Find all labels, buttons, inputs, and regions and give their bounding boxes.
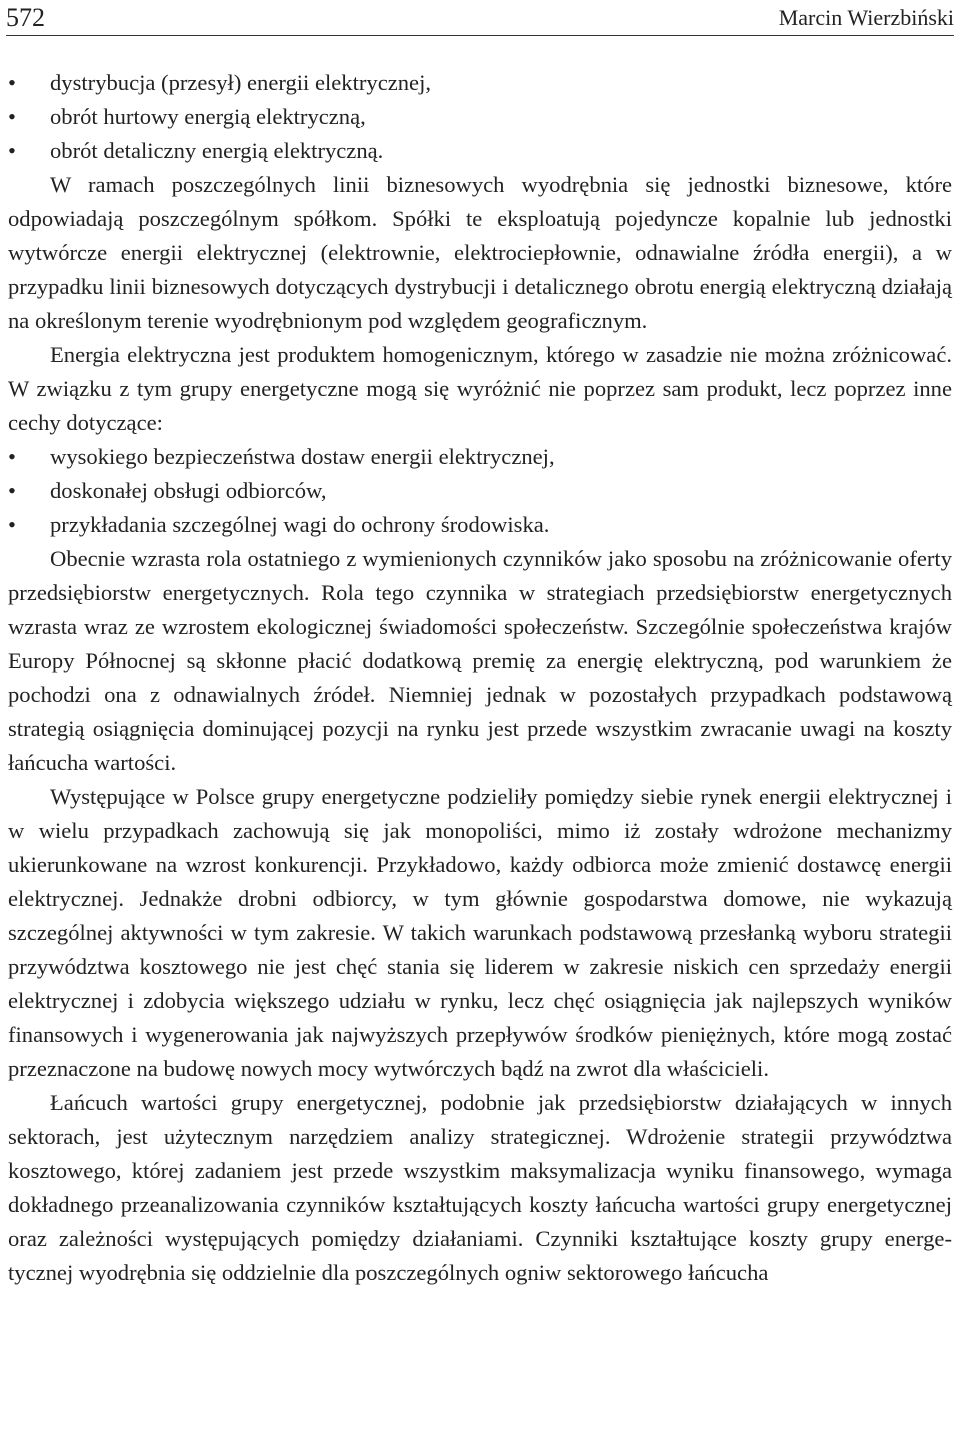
list-item-text: dystrybucja (przesył) energii elektrycznej,: [50, 70, 432, 95]
list-item-text: wysokiego bezpieczeństwa dostaw energii elektrycznej,: [50, 444, 555, 469]
list-item: [8, 66, 952, 100]
list-item-text: przykładania szczególnej wagi do ochrony środowiska.: [50, 512, 550, 537]
bullet-icon: •: [8, 104, 16, 129]
bullet-icon: •: [8, 444, 16, 469]
list-item: [8, 474, 952, 508]
page-number: 572: [6, 3, 45, 32]
paragraph: Łańcuch wartości grupy energetycznej, podobnie jak przedsiębiorstw działających w innych sektorach, jest użytecznym narzędziem analizy strategicznej. Wdrożenie strategii przywództwa kosztowego, której zadaniem jest przede wszystkim maksymalizacja wyniku finansowego, wymaga dokładnego przeanalizowania czynników kształtujących koszty łańcucha wartości grupy energetycznej oraz zależności występujących pomiędzy działaniami. Czynniki kształtujące koszty grupy energetycznej wyodrębnia się oddzielnie dla poszczególnych ogniw sektorowego łańcucha: [8, 1090, 952, 1285]
paragraph: Obecnie wzrasta rola ostatniego z wymienionych czynników jako sposobu na zróżnicowanie oferty przedsiębiorstw energetycznych. Rola tego czynnika w strategiach przedsiębiorstw energetycznych wzrasta wraz ze wzrostem ekologicznej świadomości społeczeństw. Szczególnie społeczeństwa krajów Europy Północnej są skłonne płacić dodatkową premię za energię elektryczną, pod warunkiem że pochodzi ona z odnawialnych źródeł. Niemniej jednak w pozostałych przypadkach podstawową strategią osiągnięcia dominującej pozycji na rynku jest przede wszystkim zwracanie uwagi na koszty łańcucha wartości.: [8, 546, 952, 775]
list-item: [8, 440, 952, 474]
bullet-list-business-lines: [8, 66, 952, 168]
bullet-icon: •: [8, 478, 16, 503]
bullet-icon: •: [8, 512, 16, 537]
page-body: [8, 66, 952, 1290]
list-item: [8, 134, 952, 168]
bullet-icon: •: [8, 138, 16, 163]
bullet-list-features: [8, 440, 952, 542]
list-item: [8, 100, 952, 134]
list-item-text: doskonałej obsługi odbiorców,: [50, 478, 327, 503]
bullet-icon: •: [8, 70, 16, 95]
paragraph: Występujące w Polsce grupy energetyczne podzieliły pomiędzy siebie rynek energii elektrycznej i w wielu przypadkach zachowują się jak monopoliści, mimo iż zostały wdrożone mechanizmy ukierunkowane na wzrost konkurencji. Przykładowo, każdy odbiorca może zmienić dostawcę energii elektrycznej. Jednakże drobni odbiorcy, w tym głównie gospodarstwa domowe, nie wykazują szczególnej aktywności w tym zakresie. W takich warunkach podstawową przesłanką wyboru strategii przywództwa kosztowego nie jest chęć stania się liderem w zakresie niskich cen sprzedaży energii elektrycznej i zdobycia większego udziału w rynku, lecz chęć osiągnięcia jak najlepszych wyników finansowych i wygenerowania jak najwyższych przepływów środków pieniężnych, które mogą zostać przeznaczone na budowę nowych mocy wytwórczych bądź na zwrot dla właścicieli.: [8, 784, 952, 1081]
running-head-author: Marcin Wierzbiński: [778, 5, 954, 30]
paragraph: W ramach poszczególnych linii biznesowych wyodrębnia się jednostki biznesowe, które odpowiadają poszczególnym spółkom. Spółki te eksploatują pojedyncze kopalnie lub jednostki wytwórcze energii elektrycznej (elektrownie, elektrociepłownie, odnawialne źródła energii), a w przypadku linii biznesowych dotyczących dystrybucji i detalicznego obrotu energią elektryczną działają na określonym terenie wyodrębnionym pod względem geograficznym.: [8, 172, 952, 333]
list-item-text: obrót detaliczny energią elektryczną.: [50, 138, 384, 163]
page-header: [6, 0, 954, 36]
list-item: [8, 508, 952, 542]
list-item-text: obrót hurtowy energią elektryczną,: [50, 104, 366, 129]
paragraph: Energia elektryczna jest produktem homogenicznym, którego w zasadzie nie można zróżnicować. W związku z tym grupy energetyczne mogą się wyróżnić nie poprzez sam produkt, lecz poprzez inne cechy dotyczące:: [8, 342, 952, 435]
